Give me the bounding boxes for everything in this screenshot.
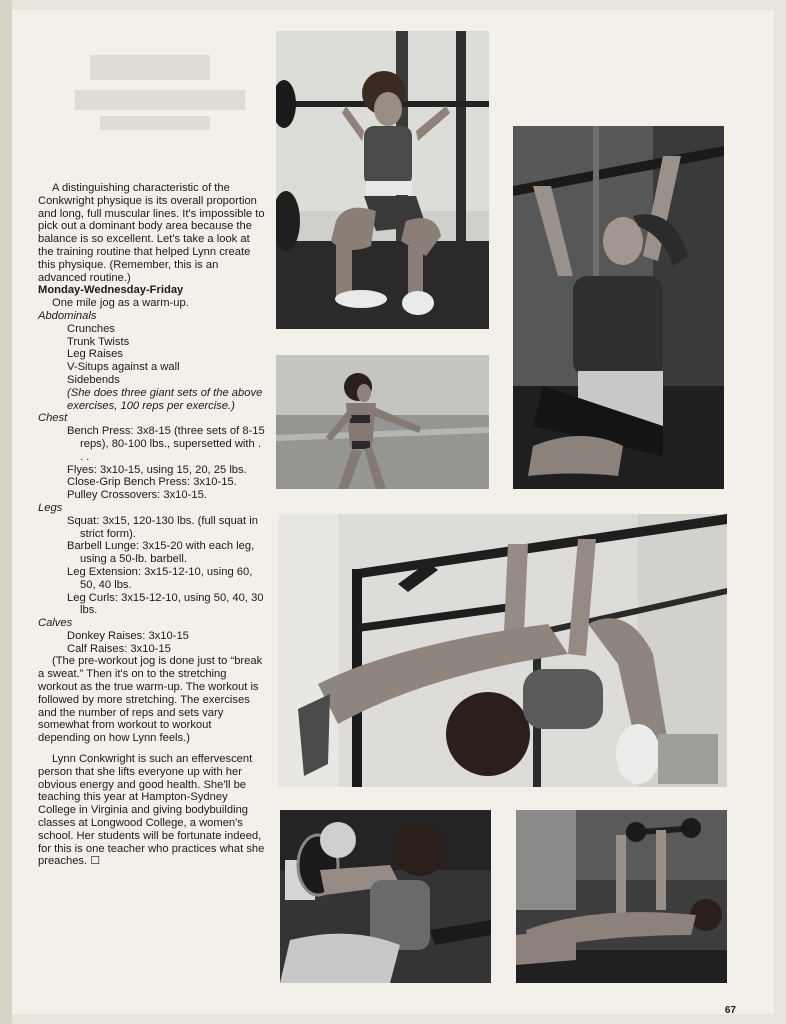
exercise-item: Squat: 3x15, 120-130 lbs. (full squat in strict form). bbox=[67, 514, 258, 540]
photo-hanging-leg-raise bbox=[278, 514, 727, 787]
exercise-item: Bench Press: 3x8-15 (three sets of 8-15 reps), 80-100 lbs., supersetted with . . . bbox=[67, 425, 265, 463]
exercise-item: Donkey Raises: 3x10-15 bbox=[67, 629, 189, 642]
exercise-item: Calf Raises: 3x10-15 bbox=[67, 642, 171, 655]
photo-beach-run bbox=[276, 355, 489, 489]
exercise-item: Close-Grip Bench Press: 3x10-15. bbox=[67, 476, 237, 489]
intro-paragraph: A distinguishing characteristic of the Conkwright physique is its overall proportion and long, full muscular lines. It's impossible to pick out a dominant body area because the balance is so excellent. Let's take a look at the training routine that helped Lynn create this physique. (Remember, this is an advanced routine.) bbox=[38, 182, 265, 284]
exercise-item: Leg Extension: 3x15-12-10, using 60, 50, 40 lbs. bbox=[67, 565, 253, 591]
photo-incline-lift bbox=[280, 810, 491, 983]
section-heading-chest: Chest bbox=[38, 412, 68, 425]
closing-paragraph: Lynn Conkwright is such an effervescent person that she lifts everyone up with her obvious energy and good health. She'll be teaching this year at Hampton-Sydney College in Virginia and giving bodybuilding classes at Longwood College, a women's school. Her students will be fortunate indeed, for this is one teacher who practices what she preaches. ☐ bbox=[38, 753, 265, 868]
exercise-item: Leg Raises bbox=[67, 348, 123, 361]
section-heading-legs: Legs bbox=[38, 501, 63, 514]
warmup-line: One mile jog as a warm-up. bbox=[52, 297, 189, 310]
exercise-item: Sidebends bbox=[67, 373, 120, 386]
page-number: 67 bbox=[724, 1005, 736, 1016]
exercise-item: Crunches bbox=[67, 322, 115, 335]
photo-chin-up bbox=[513, 126, 724, 489]
article-text bbox=[38, 182, 266, 868]
exercise-item: Leg Curls: 3x15-12-10, using 50, 40, 30 lbs. bbox=[67, 591, 264, 617]
photo-barbell-squat bbox=[276, 31, 489, 329]
photo-bench-press bbox=[516, 810, 727, 983]
schedule-heading: Monday-Wednesday-Friday bbox=[38, 284, 184, 297]
exercise-item: Pulley Crossovers: 3x10-15. bbox=[67, 489, 207, 502]
section-heading-abdominals: Abdominals bbox=[38, 309, 97, 322]
section-heading-calves: Calves bbox=[38, 617, 73, 630]
exercise-item: Trunk Twists bbox=[67, 335, 130, 348]
page-gutter bbox=[0, 0, 12, 1024]
exercise-item: Barbell Lunge: 3x15-20 with each leg, using a 50-lb. barbell. bbox=[67, 540, 255, 566]
exercise-item: Flyes: 3x10-15, using 15, 20, 25 lbs. bbox=[67, 463, 247, 476]
bleed-through-shadow bbox=[70, 50, 260, 140]
abdominals-note: (She does three giant sets of the above exercises, 100 reps per exercise.) bbox=[67, 386, 263, 412]
jog-paragraph: (The pre-workout jog is done just to “break a sweat.” Then it's on to the stretching workout as the true warm-up. The workout is followed by more stretching. The exercises and the number of reps and sets vary somewhat from workout to workout depending on how Lynn feels.) bbox=[38, 655, 263, 745]
exercise-item: V-Situps against a wall bbox=[67, 361, 180, 374]
